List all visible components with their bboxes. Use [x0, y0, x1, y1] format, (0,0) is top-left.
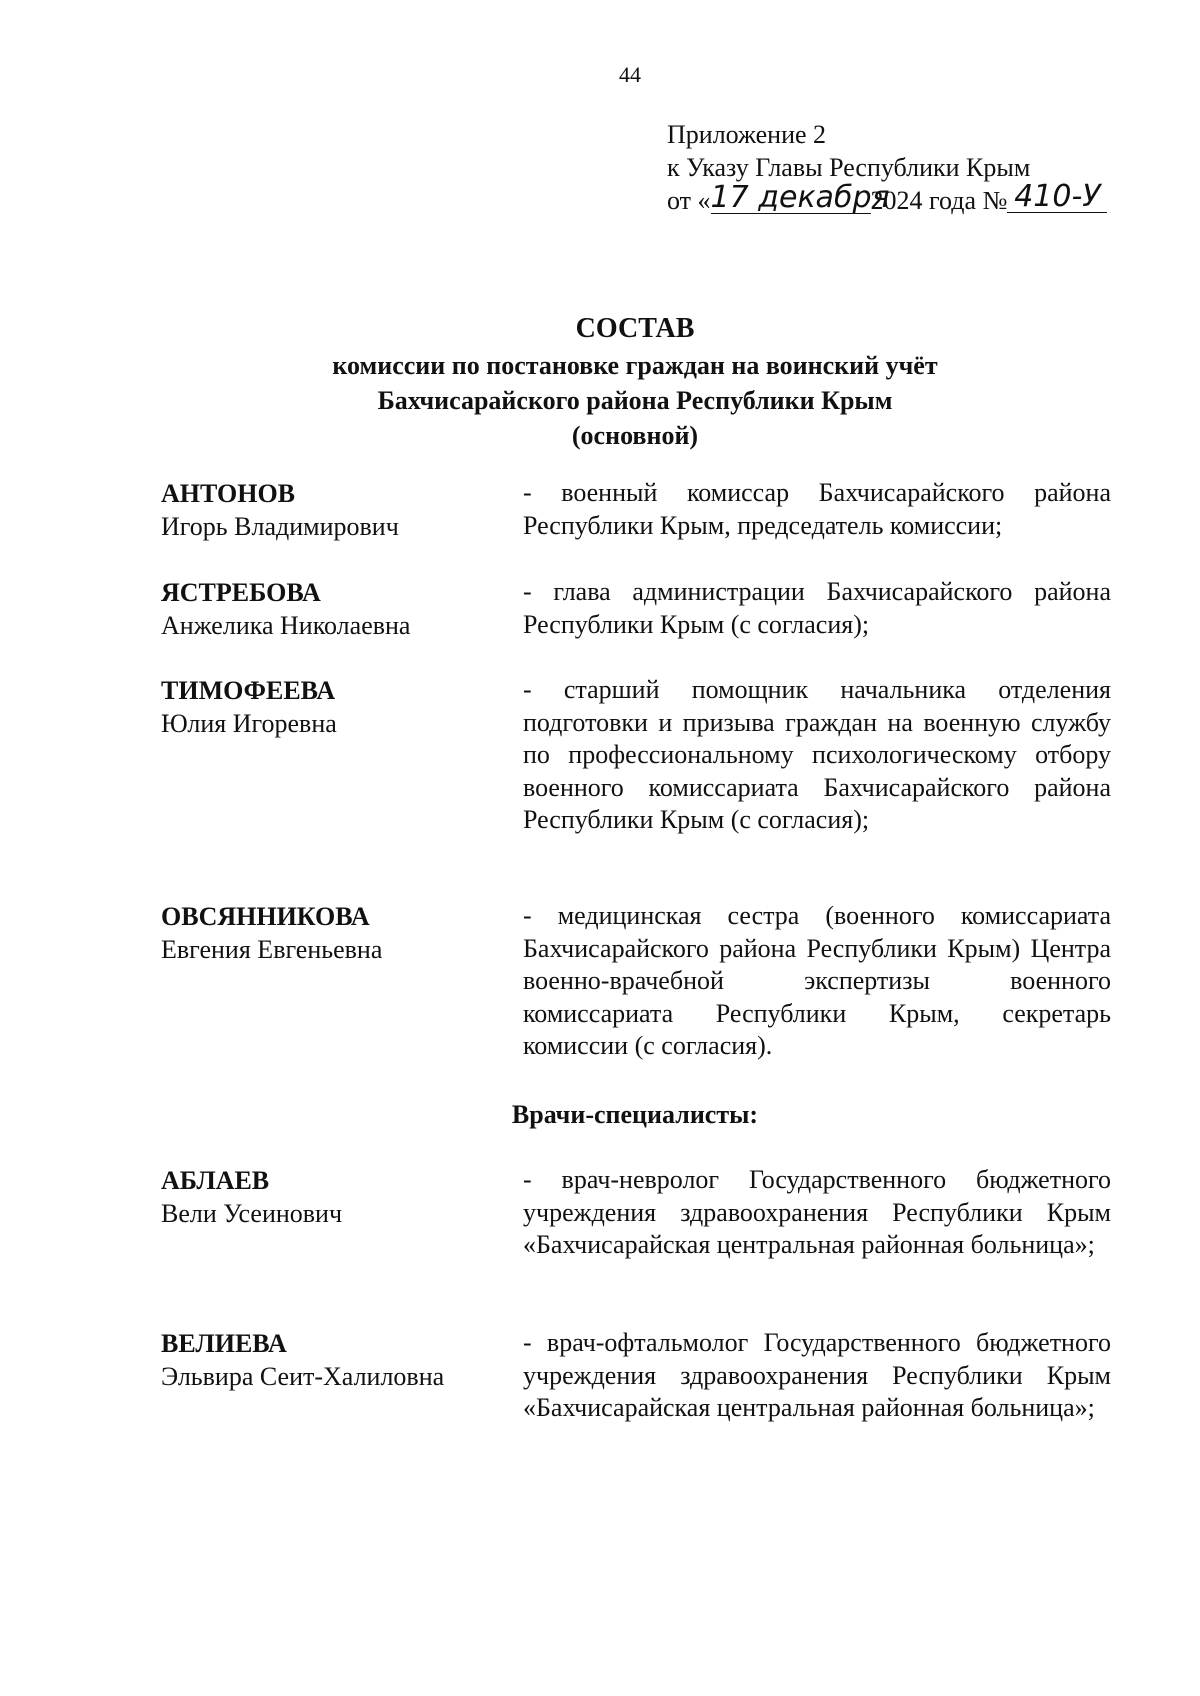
- member-role: - медицинская сестра (военного комиссариата Бахчисарайского района Республики Крым) Центра военно-врачебной экспертизы военного комиссариата Республики Крым, секретарь комиссии (с согласия).: [523, 901, 1111, 1060]
- member-given-name: Игорь Владимирович: [161, 512, 399, 541]
- section-heading-specialists: Врачи-специалисты:: [511, 1100, 759, 1129]
- specialist-given-name: Эльвира Сеит-Халиловна: [161, 1362, 445, 1391]
- member-name: [161, 477, 501, 543]
- member-surname: ТИМОФЕЕВА: [161, 676, 336, 705]
- handwritten-date: 17 декабря: [710, 180, 890, 215]
- appendix-header: [667, 118, 1107, 217]
- handwritten-number: 410-У: [1007, 182, 1107, 213]
- specialist-given-name: Вели Усеинович: [161, 1199, 343, 1228]
- member-given-name: Евгения Евгеньевна: [161, 935, 383, 964]
- page-number: 44: [619, 62, 641, 87]
- title-main: СОСТАВ: [575, 313, 695, 344]
- specialist-role: - врач-офтальмолог Государственного бюджетного учреждения здравоохранения Республики Крым «Бахчисарайская центральная районная больница»;: [523, 1328, 1111, 1422]
- appendix-date-line: [667, 179, 1107, 217]
- document-title: [0, 310, 1200, 453]
- specialist-role: - врач-невролог Государственного бюджетного учреждения здравоохранения Республики Крым «Бахчисарайская центральная районная больница»;: [523, 1165, 1111, 1259]
- member-surname: АНТОНОВ: [161, 479, 296, 508]
- specialist-name: [161, 1327, 501, 1393]
- specialist-name: [161, 1164, 501, 1230]
- member-surname: ОВСЯННИКОВА: [161, 902, 370, 931]
- date-prefix: от «: [667, 186, 711, 215]
- title-line-3: (основной): [571, 421, 699, 450]
- appendix-title: Приложение 2: [667, 120, 827, 149]
- member-name: [161, 674, 501, 740]
- title-line-1: комиссии по постановке граждан на воинский учёт: [332, 351, 938, 380]
- member-surname: ЯСТРЕБОВА: [161, 578, 321, 607]
- member-role: - глава администрации Бахчисарайского района Республики Крым (с согласия);: [523, 577, 1111, 639]
- member-role: - военный комиссар Бахчисарайского района Республики Крым, председатель комиссии;: [523, 478, 1111, 540]
- title-line-2: Бахчисарайского района Республики Крым: [377, 386, 893, 415]
- member-given-name: Анжелика Николаевна: [161, 611, 411, 640]
- member-name: [161, 900, 501, 966]
- member-given-name: Юлия Игоревна: [161, 709, 337, 738]
- member-name: [161, 576, 501, 642]
- specialist-surname: АБЛАЕВ: [161, 1166, 270, 1195]
- appendix-reference: к Указу Главы Республики Крым: [667, 153, 1031, 182]
- member-role: - старший помощник начальника отделения подготовки и призыва граждан на военную службу по профессиональному психологическому отбору военного комиссариата Бахчисарайского района Республики Крым (с согласия);: [523, 675, 1111, 834]
- specialist-surname: ВЕЛИЕВА: [161, 1329, 287, 1358]
- year-text: 2024 года №: [870, 186, 1008, 215]
